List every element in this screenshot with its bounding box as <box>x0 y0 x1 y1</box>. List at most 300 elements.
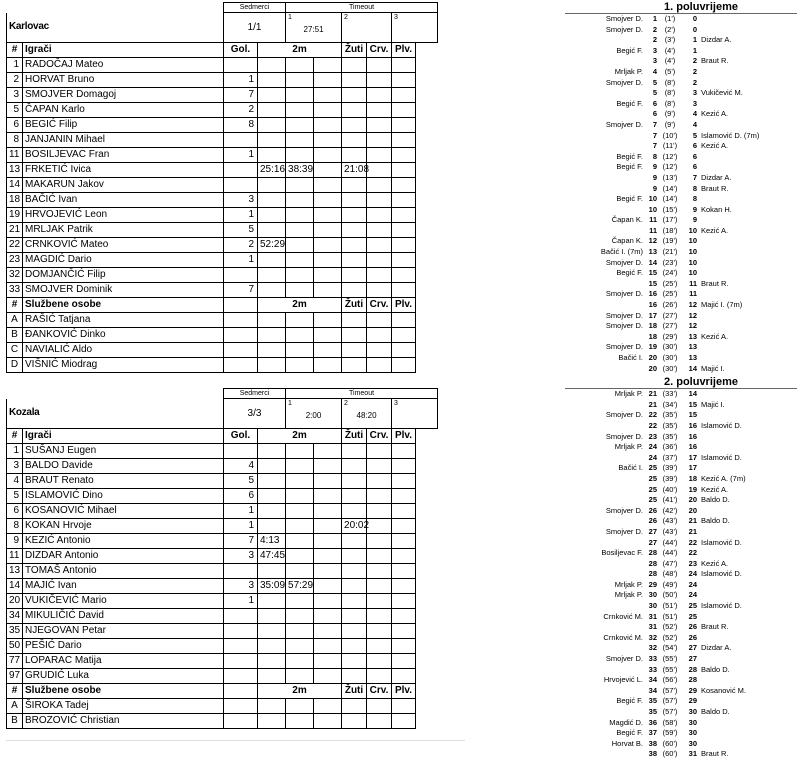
official-cell <box>286 328 314 343</box>
minute: (40') <box>662 484 678 494</box>
suspension-2 <box>286 268 314 283</box>
official-cell <box>392 714 416 729</box>
goal-event <box>565 485 797 496</box>
goal-event <box>565 173 797 184</box>
timeout-number: 1 <box>288 14 292 21</box>
suspension-2 <box>286 564 314 579</box>
official-cell <box>224 343 258 358</box>
blue-header: Plv. <box>392 298 416 313</box>
suspension-1 <box>258 444 286 459</box>
red-card <box>367 268 392 283</box>
score-home: 15 <box>648 278 657 288</box>
blue-card <box>392 223 416 238</box>
goal-event <box>565 152 797 163</box>
suspension-2 <box>286 253 314 268</box>
suspension-1 <box>258 223 286 238</box>
player-number: 1 <box>7 444 23 459</box>
player-goals: 2 <box>224 238 258 253</box>
goal-event <box>565 654 797 665</box>
red-card <box>367 594 392 609</box>
minute: (52') <box>662 622 678 632</box>
goal-event <box>565 289 797 300</box>
red-card <box>367 58 392 73</box>
blue-card <box>392 669 416 684</box>
scorer-home: Begić F. <box>616 151 643 161</box>
player-goals: 1 <box>224 504 258 519</box>
score-home: 13 <box>648 247 657 257</box>
scorer-away: Baldo D. <box>701 516 730 526</box>
suspension-2 <box>286 103 314 118</box>
scorer-home: Smojver D. <box>605 289 643 299</box>
hash-header: # <box>7 298 23 313</box>
suspension-1: 25:16 <box>258 163 286 178</box>
score-away: 21 <box>688 526 697 536</box>
score-away: 1 <box>692 45 697 55</box>
goal-event <box>565 268 797 279</box>
red-card <box>367 193 392 208</box>
score-home: 37 <box>648 728 657 738</box>
score-away: 16 <box>688 420 697 430</box>
timeout-header: Timeout <box>286 389 438 399</box>
scorer-home: Smojver D. <box>605 410 643 420</box>
yellow-card <box>342 58 367 73</box>
goal-event <box>565 590 797 601</box>
half2-events <box>565 389 797 760</box>
scorer-home: Smojver D. <box>605 654 643 664</box>
goal-event <box>565 559 797 570</box>
suspension-3 <box>314 118 342 133</box>
yellow-card <box>342 88 367 103</box>
suspension-3 <box>314 268 342 283</box>
blue-card <box>392 163 416 178</box>
official-cell <box>258 358 286 373</box>
score-away: 28 <box>688 664 697 674</box>
goal-event <box>565 109 797 120</box>
player-goals: 3 <box>224 549 258 564</box>
yellow-card <box>342 223 367 238</box>
red-card <box>367 444 392 459</box>
minute: (35') <box>662 420 678 430</box>
player-name: JANJANIN Mihael <box>23 133 224 148</box>
minute: (30') <box>662 363 678 373</box>
players-header: Igrači <box>23 429 224 444</box>
official-cell <box>392 328 416 343</box>
minute: (48') <box>662 569 678 579</box>
minute: (39') <box>662 463 678 473</box>
official-cell <box>314 313 342 328</box>
blue-card <box>392 253 416 268</box>
goal-event <box>565 463 797 474</box>
blue-card <box>392 73 416 88</box>
score-away: 3 <box>692 98 697 108</box>
suspension-1 <box>258 283 286 298</box>
goal-event <box>565 279 797 290</box>
spacer <box>416 118 438 133</box>
scorer-away: Dizdar A. <box>701 35 732 45</box>
suspension-1 <box>258 669 286 684</box>
suspension-1 <box>258 118 286 133</box>
officials-header: Službene osobe <box>23 298 224 313</box>
player-name: BAČIĆ Ivan <box>23 193 224 208</box>
minute: (43') <box>662 516 678 526</box>
scorer-away: Baldo D. <box>701 707 730 716</box>
two-min-header: 2m <box>258 298 342 313</box>
score-away: 20 <box>688 495 697 505</box>
player-name: VUKIČEVIĆ Mario <box>23 594 224 609</box>
score-away: 21 <box>688 516 697 526</box>
official-cell <box>342 714 367 729</box>
spacer <box>416 429 438 444</box>
player-goals <box>224 564 258 579</box>
scorer-home: Smojver D. <box>605 310 643 320</box>
player-name: MRLJAK Patrik <box>23 223 224 238</box>
official-cell <box>258 699 286 714</box>
spacer <box>416 238 438 253</box>
player-name: KEZIĆ Antonio <box>23 534 224 549</box>
scorer-home: Smojver D. <box>605 24 643 34</box>
minute: (44') <box>662 548 678 558</box>
goal-event <box>565 184 797 195</box>
score-away: 15 <box>688 410 697 420</box>
player-row <box>7 253 438 268</box>
suspension-3 <box>314 549 342 564</box>
minute: (15') <box>662 204 678 214</box>
scorer-home: Smojver D. <box>605 505 643 515</box>
score-home: 17 <box>648 310 657 320</box>
red-card <box>367 564 392 579</box>
goal-event <box>565 453 797 464</box>
suspension-3 <box>314 654 342 669</box>
player-name: GRUDIĆ Luka <box>23 669 224 684</box>
blue-card <box>392 103 416 118</box>
scorer-home: Mrljak P. <box>614 590 643 600</box>
minute: (8') <box>664 98 676 108</box>
score-away: 13 <box>688 353 697 362</box>
minute: (12') <box>662 162 678 172</box>
score-home: 28 <box>648 548 657 558</box>
spacer <box>416 699 438 714</box>
scorer-home: Bačić I. <box>618 463 643 473</box>
player-name: BALDO Davide <box>23 459 224 474</box>
official-row <box>7 358 438 373</box>
blue-card <box>392 594 416 609</box>
suspension-1 <box>258 564 286 579</box>
suspension-3 <box>314 133 342 148</box>
yellow-card <box>342 148 367 163</box>
yellow-card <box>342 444 367 459</box>
minute: (25') <box>662 289 678 299</box>
suspension-3 <box>314 208 342 223</box>
player-number: 21 <box>7 223 23 238</box>
score-home: 36 <box>648 717 657 727</box>
score-home: 38 <box>648 749 657 759</box>
goal-event <box>565 548 797 559</box>
score-home: 25 <box>648 473 657 483</box>
score-away: 29 <box>688 685 697 695</box>
player-row <box>7 534 438 549</box>
goal-event <box>565 696 797 707</box>
sevens-header: Sedmerci <box>224 3 286 13</box>
hash-header: # <box>7 429 23 444</box>
minute: (19') <box>662 236 678 246</box>
suspension-3 <box>314 534 342 549</box>
scorer-home: Smojver D. <box>605 526 643 536</box>
goal-event <box>565 569 797 580</box>
suspension-1 <box>258 474 286 489</box>
timeout-number: 2 <box>344 400 348 407</box>
goal-event <box>565 205 797 216</box>
minute: (60') <box>662 749 678 759</box>
suspension-2 <box>286 519 314 534</box>
player-name: RADOČAJ Mateo <box>23 58 224 73</box>
player-row <box>7 193 438 208</box>
timeout-1 <box>286 399 342 429</box>
suspension-3 <box>314 669 342 684</box>
player-name: MAJIĆ Ivan <box>23 579 224 594</box>
player-name: NJEGOVAN Petar <box>23 624 224 639</box>
score-home: 21 <box>648 389 657 399</box>
goal-event <box>565 728 797 739</box>
scorer-home: Begić F. <box>616 45 643 55</box>
red-card <box>367 654 392 669</box>
blue-card <box>392 58 416 73</box>
scorer-away: Kokan H. <box>701 204 732 214</box>
score-away: 12 <box>688 310 697 320</box>
player-number: 6 <box>7 504 23 519</box>
scorer-away: Dizdar A. <box>701 643 732 653</box>
blue-card <box>392 268 416 283</box>
player-number: 14 <box>7 579 23 594</box>
score-away: 2 <box>692 77 697 87</box>
blue-card <box>392 193 416 208</box>
red-card <box>367 459 392 474</box>
player-number: 32 <box>7 268 23 283</box>
score-home: 24 <box>648 452 657 462</box>
player-goals: 7 <box>224 534 258 549</box>
minute: (49') <box>662 579 678 589</box>
scorer-away: Islamović D. <box>701 420 742 430</box>
official-name: BROZOVIĆ Christian <box>23 714 224 729</box>
player-number: 22 <box>7 238 23 253</box>
player-name: BOSILJEVAC Fran <box>23 148 224 163</box>
players-header: Igrači <box>23 43 224 58</box>
minute: (17') <box>662 215 678 225</box>
minute: (21') <box>662 247 678 257</box>
score-home: 38 <box>648 738 657 748</box>
yellow-card: 21:08 <box>342 163 367 178</box>
spacer <box>416 208 438 223</box>
score-home: 5 <box>652 77 657 87</box>
score-home: 16 <box>648 300 657 310</box>
red-card <box>367 133 392 148</box>
red-card <box>367 103 392 118</box>
timeout-number: 3 <box>394 400 398 407</box>
score-home: 6 <box>652 98 657 108</box>
spacer <box>416 313 438 328</box>
red-card <box>367 534 392 549</box>
score-home: 3 <box>652 45 657 55</box>
player-row <box>7 208 438 223</box>
score-away: 14 <box>688 363 697 373</box>
suspension-1 <box>258 504 286 519</box>
goals-header: Gol. <box>224 43 258 58</box>
scorer-home: Mrljak P. <box>614 579 643 589</box>
scorer-away: Dizdar A. <box>701 172 732 182</box>
red-card <box>367 178 392 193</box>
suspension-1 <box>258 193 286 208</box>
scorer-home: Bačić I. <box>618 353 643 362</box>
red-header: Crv. <box>367 298 392 313</box>
score-home: 35 <box>648 707 657 716</box>
score-home: 26 <box>648 505 657 515</box>
score-away: 27 <box>688 654 697 664</box>
score-home: 32 <box>648 632 657 642</box>
goal-event <box>565 538 797 549</box>
minute: (4') <box>664 56 676 66</box>
suspension-2 <box>286 474 314 489</box>
red-card <box>367 148 392 163</box>
scorer-away: Islamović D. <box>701 452 742 462</box>
player-number: 35 <box>7 624 23 639</box>
goal-event <box>565 718 797 729</box>
official-cell <box>314 699 342 714</box>
player-name: MAKARUN Jakov <box>23 178 224 193</box>
hash-header: # <box>7 684 23 699</box>
red-card <box>367 609 392 624</box>
score-away: 19 <box>688 484 697 494</box>
suspension-3 <box>314 624 342 639</box>
spacer <box>416 654 438 669</box>
player-goals: 7 <box>224 88 258 103</box>
goal-event <box>565 215 797 226</box>
spacer <box>416 253 438 268</box>
score-home: 7 <box>652 141 657 151</box>
spacer <box>416 564 438 579</box>
officials-header: Službene osobe <box>23 684 224 699</box>
scorer-away: Braut R. <box>701 749 729 759</box>
red-card <box>367 223 392 238</box>
scorer-away: Kosanović M. <box>701 685 747 695</box>
player-name: BRAUT Renato <box>23 474 224 489</box>
player-name: DIZDAR Antonio <box>23 549 224 564</box>
spacer <box>416 133 438 148</box>
scorer-home: Mrljak P. <box>614 442 643 452</box>
player-goals: 1 <box>224 519 258 534</box>
player-row <box>7 238 438 253</box>
player-goals <box>224 178 258 193</box>
scorer-away: Braut R. <box>701 183 729 193</box>
minute: (52') <box>662 632 678 642</box>
minute: (44') <box>662 537 678 547</box>
score-away: 25 <box>688 611 697 621</box>
player-number: 19 <box>7 208 23 223</box>
yellow-card <box>342 564 367 579</box>
goal-event <box>565 665 797 676</box>
scorer-home: Čapan K. <box>611 236 643 246</box>
player-goals: 4 <box>224 459 258 474</box>
score-away: 11 <box>689 278 697 288</box>
suspension-1: 4:13 <box>258 534 286 549</box>
official-cell <box>342 699 367 714</box>
scorer-home: Bosiljevac F. <box>601 548 643 558</box>
minute: (14') <box>662 183 678 193</box>
score-away: 6 <box>692 151 697 161</box>
yellow-card <box>342 103 367 118</box>
goal-event <box>565 707 797 718</box>
official-row <box>7 343 438 358</box>
spacer <box>416 504 438 519</box>
official-cell <box>367 358 392 373</box>
suspension-2: 38:39 <box>286 163 314 178</box>
minute: (9') <box>664 109 676 119</box>
player-goals <box>224 444 258 459</box>
player-number: 6 <box>7 118 23 133</box>
player-number: 9 <box>7 534 23 549</box>
player-goals: 3 <box>224 579 258 594</box>
suspension-1 <box>258 148 286 163</box>
minute: (23') <box>662 257 678 267</box>
minute: (1') <box>664 14 676 23</box>
minute: (57') <box>662 707 678 716</box>
score-away: 22 <box>688 537 697 547</box>
official-cell <box>367 699 392 714</box>
player-goals: 2 <box>224 103 258 118</box>
minute: (12') <box>662 151 678 161</box>
score-home: 3 <box>652 56 657 66</box>
minute: (24') <box>662 268 678 278</box>
spacer <box>416 624 438 639</box>
official-name: RAŠIĆ Tatjana <box>23 313 224 328</box>
score-home: 18 <box>648 331 657 341</box>
goal-event <box>565 141 797 152</box>
yellow-card <box>342 253 367 268</box>
goal-event <box>565 88 797 99</box>
goal-event <box>565 46 797 57</box>
official-cell <box>224 714 258 729</box>
official-name: VIŠNIĆ Miodrag <box>23 358 224 373</box>
blue-card <box>392 564 416 579</box>
blue-card <box>392 459 416 474</box>
score-away: 26 <box>688 632 697 642</box>
player-name: HORVAT Bruno <box>23 73 224 88</box>
scorer-home: Smojver D. <box>605 431 643 441</box>
player-row <box>7 133 438 148</box>
minute: (2') <box>664 24 676 34</box>
suspension-3 <box>314 609 342 624</box>
score-home: 8 <box>652 151 657 161</box>
suspension-3 <box>314 519 342 534</box>
yellow-card <box>342 669 367 684</box>
scorer-away: Kezić A. <box>701 331 729 341</box>
minute: (10') <box>662 130 678 140</box>
score-away: 30 <box>688 728 697 738</box>
score-away: 10 <box>688 236 697 246</box>
score-away: 17 <box>688 463 697 473</box>
minute: (14') <box>662 194 678 204</box>
player-goals <box>224 654 258 669</box>
goal-event <box>565 432 797 443</box>
suspension-2 <box>286 639 314 654</box>
official-cell <box>342 343 367 358</box>
two-min-header: 2m <box>258 43 342 58</box>
timeout-header: Timeout <box>286 3 438 13</box>
goal-event <box>565 389 797 400</box>
suspension-1 <box>258 133 286 148</box>
yellow-card <box>342 283 367 298</box>
scorer-away: Braut R. <box>701 278 729 288</box>
score-home: 11 <box>649 215 657 225</box>
goal-event <box>565 612 797 623</box>
